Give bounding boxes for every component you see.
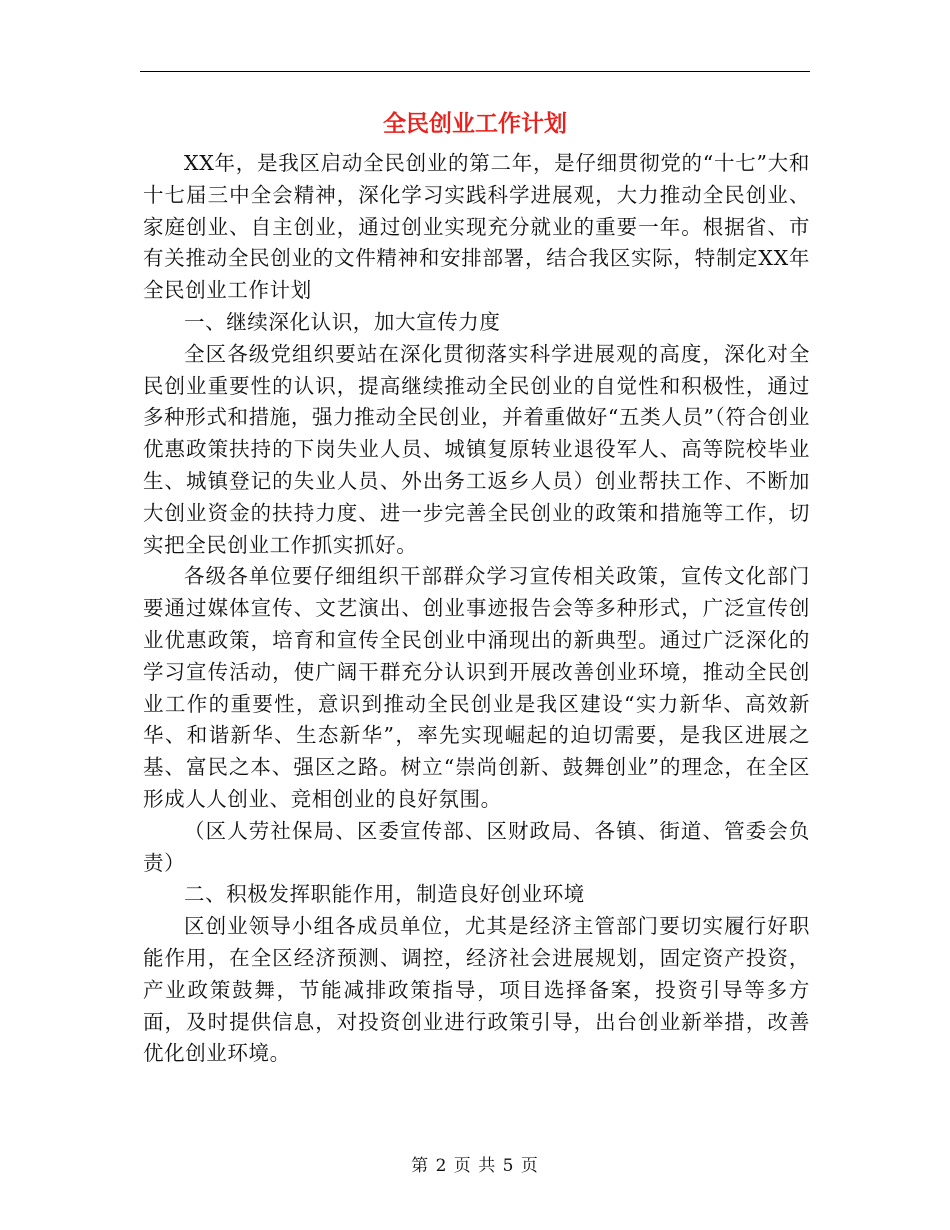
responsible-units: （区人劳社保局、区委宣传部、区财政局、各镇、街道、管委会负责） bbox=[143, 818, 810, 875]
section-heading-2: 二、积极发挥职能作用，制造良好创业环境 bbox=[184, 882, 585, 907]
page-number: 第 2 页 共 5 页 bbox=[411, 1156, 539, 1176]
section-1-paragraph-2: 各级各单位要仔细组织干部群众学习宣传相关政策，宣传文化部门要通过媒体宣传、文艺演出、创业事迹报告会等多种形式，广泛宣传创业优惠政策，培育和宣传全民创业中涌现出的新典型。通过广泛深化的学习宣传活动，使广阔干群充分认识到开展改善创业环境，推动全民创业工作的重要性，意识到推动全民创业是我区建设“实力新华、高效新华、和谐新华、生态新华”，率先实现崛起的迫切需要，是我区进展之基、富民之本、强区之路。树立“崇尚创新、鼓舞创业”的理念，在全区形成人人创业、竞相创业的良好氛围。 bbox=[143, 564, 810, 811]
section-1-paragraph-1: 全区各级党组织要站在深化贯彻落实科学进展观的高度，深化对全民创业重要性的认识，提高继续推动全民创业的自觉性和积极性，通过多种形式和措施，强力推动全民创业，并着重做好“五类人员”（符合创业优惠政策扶持的下岗失业人员、城镇复原转业退役军人、高等院校毕业生、城镇登记的失业人员、外出务工返乡人员）创业帮扶工作、不断加大创业资金的扶持力度、进一步完善全民创业的政策和措施等工作，切实把全民创业工作抓实抓好。 bbox=[143, 341, 810, 557]
section-2-paragraph-1: 区创业领导小组各成员单位，尤其是经济主管部门要切实履行好职能作用，在全区经济预测、调控，经济社会进展规划，固定资产投资，产业政策鼓舞，节能减排政策指导，项目选择备案，投资引导等多方面，及时提供信息，对投资创业进行政策引导，出台创业新举措，改善优化创业环境。 bbox=[143, 914, 810, 1066]
intro-paragraph: XX年，是我区启动全民创业的第二年，是仔细贯彻党的“十七”大和十七届三中全会精神，深化学习实践科学进展观，大力推动全民创业、家庭创业、自主创业，通过创业实现充分就业的重要一年。根据省、市有关推动全民创业的文件精神和安排部署，结合我区实际，特制定XX年全民创业工作计划 bbox=[143, 151, 810, 303]
document-body bbox=[143, 148, 810, 1070]
document-title: 全民创业工作计划 bbox=[383, 110, 567, 137]
section-heading-1: 一、继续深化认识，加大宣传力度 bbox=[184, 309, 501, 334]
header-rule bbox=[140, 71, 810, 72]
